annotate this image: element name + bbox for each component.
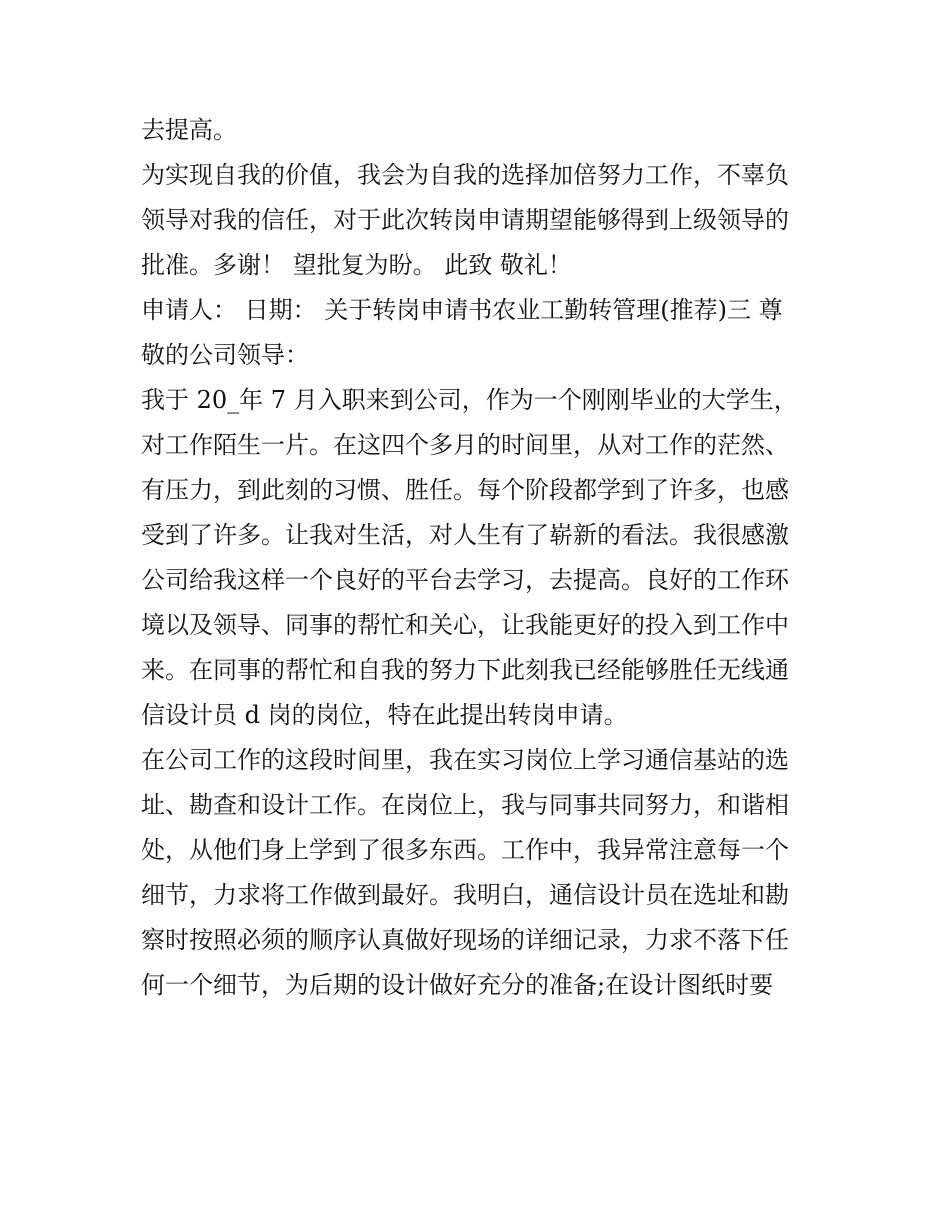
text-line: 公司给我这样一个良好的平台去学习，去提高。良好的工作环	[141, 566, 789, 594]
text-line: 何一个细节，为后期的设计做好充分的准备;在设计图纸时要	[141, 971, 774, 999]
text-line: 受到了许多。让我对生活，对人生有了崭新的看法。我很感激	[141, 521, 789, 549]
text-line: 处，从他们身上学到了很多东西。工作中，我异常注意每一个	[141, 836, 789, 864]
text-line: 来。在同事的帮忙和自我的努力下此刻我已经能够胜任无线通	[141, 656, 789, 684]
text-line: 有压力，到此刻的习惯、胜任。每个阶段都学到了许多，也感	[141, 476, 789, 504]
text-line: 在公司工作的这段时间里，我在实习岗位上学习通信基站的选	[141, 746, 789, 774]
document-body	[141, 108, 821, 1008]
text-line: 申请人： 日期： 关于转岗申请书农业工勤转管理(推荐)三 尊	[141, 296, 783, 324]
text-line: 领导对我的信任，对于此次转岗申请期望能够得到上级领导的	[141, 206, 789, 234]
text-line: 对工作陌生一片。在这四个多月的时间里，从对工作的茫然、	[141, 431, 789, 459]
text-line: 信设计员 d 岗的岗位，特在此提出转岗申请。	[141, 701, 628, 729]
text-line: 境以及领导、同事的帮忙和关心，让我能更好的投入到工作中	[141, 611, 789, 639]
text-line: 去提高。	[141, 116, 237, 144]
text-line: 敬的公司领导：	[141, 341, 309, 369]
text-line: 为实现自我的价值，我会为自我的选择加倍努力工作，不辜负	[141, 161, 789, 189]
text-line: 址、勘查和设计工作。在岗位上，我与同事共同努力，和谐相	[141, 791, 789, 819]
text-line: 察时按照必须的顺序认真做好现场的详细记录，力求不落下任	[141, 926, 789, 954]
text-line: 我于 20_年 7 月入职来到公司，作为一个刚刚毕业的大学生，	[141, 386, 798, 414]
text-line: 细节，力求将工作做到最好。我明白，通信设计员在选址和勘	[141, 881, 789, 909]
text-line: 批准。多谢！ 望批复为盼。 此致 敬礼！	[141, 251, 572, 279]
